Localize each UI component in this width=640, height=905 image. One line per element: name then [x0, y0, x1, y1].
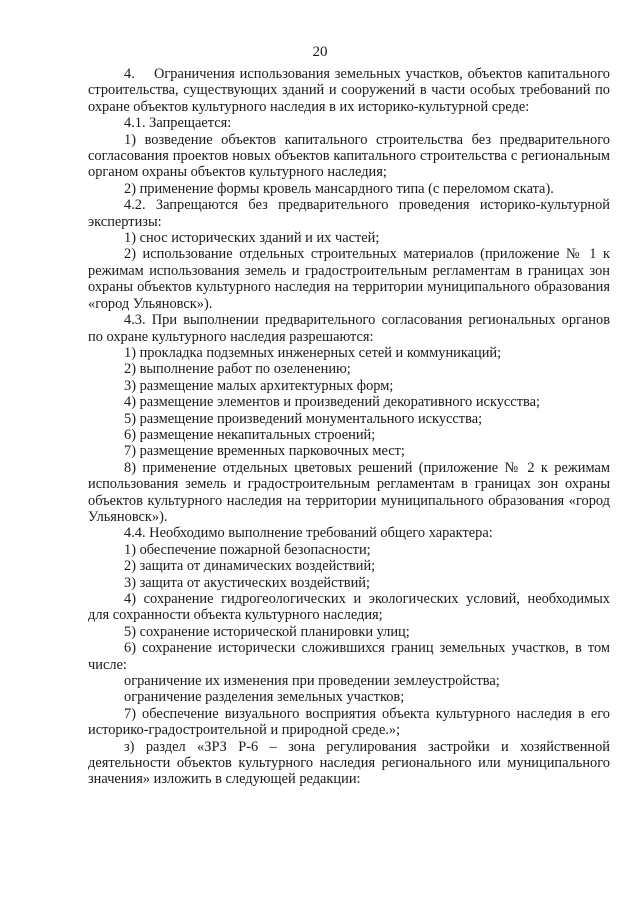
- paragraph: 6) сохранение исторически сложившихся границ земельных участков, в том числе:: [88, 640, 610, 673]
- paragraph: 7) размещение временных парковочных мест;: [124, 443, 405, 460]
- paragraph: 3) размещение малых архитектурных форм;: [124, 377, 394, 394]
- paragraph: 2) защита от динамических воздействий;: [124, 558, 376, 575]
- page-number: 20: [312, 44, 328, 60]
- paragraph: 1) возведение объектов капитального строительства без предварительного согласования проектов новых объектов капитального строительства с региональным органом охраны объектов культурного наследия;: [88, 131, 610, 181]
- paragraph: 3) защита от акустических воздействий;: [124, 574, 370, 591]
- paragraph: 4.3. При выполнении предварительного согласования региональных органов по охране культурного наследия разрешаются:: [88, 312, 610, 345]
- paragraph: 5) сохранение исторической планировки улиц;: [124, 623, 410, 640]
- paragraph: 8) применение отдельных цветовых решений (приложение № 2 к режимам использования земель и градостроительным регламентам в границах зон охраны объектов культурного наследия на территории муниципального образования «город Ульяновск»).: [88, 459, 610, 525]
- paragraph: 2) применение формы кровель мансардного типа (с переломом ската).: [124, 180, 554, 197]
- paragraph: 4. Ограничения использования земельных участков, объектов капитального строительства, существующих зданий и сооружений в части особых требований по охране объектов культурного наследия в их историко-культурной среде:: [88, 66, 610, 115]
- paragraph: 4.1. Запрещается:: [124, 115, 232, 132]
- paragraph: ограничение их изменения при проведении землеустройства;: [124, 673, 500, 690]
- document-body: [88, 66, 610, 788]
- paragraph: 1) прокладка подземных инженерных сетей и коммуникаций;: [124, 344, 502, 361]
- paragraph: 4) сохранение гидрогеологических и экологических условий, необходимых для сохранности объекта культурного наследия;: [88, 591, 610, 624]
- paragraph: 4.4. Необходимо выполнение требований общего характера:: [124, 525, 493, 542]
- paragraph: з) раздел «ЗРЗ Р-6 – зона регулирования застройки и хозяйственной деятельности объектов культурного наследия регионального или муниципального значения» изложить в следующей редакции:: [88, 738, 610, 788]
- paragraph: 5) размещение произведений монументального искусства;: [124, 410, 483, 427]
- paragraph: 2) выполнение работ по озеленению;: [124, 361, 351, 378]
- paragraph: 4) размещение элементов и произведений декоративного искусства;: [124, 394, 540, 411]
- paragraph: 1) снос исторических зданий и их частей;: [124, 230, 380, 247]
- paragraph: 2) использование отдельных строительных материалов (приложение № 1 к режимам использования земель и градостроительным регламентам в границах зон охраны объектов культурного наследия на территории муниципального образования «город Ульяновск»).: [88, 246, 610, 312]
- paragraph: ограничение разделения земельных участков;: [124, 689, 405, 706]
- paragraph: 4.2. Запрещаются без предварительного проведения историко-культурной экспертизы:: [88, 197, 610, 230]
- paragraph: 1) обеспечение пожарной безопасности;: [124, 541, 371, 558]
- paragraph: 7) обеспечение визуального восприятия объекта культурного наследия в его историко-градостроительной и природной среде.»;: [88, 705, 610, 739]
- paragraph: 6) размещение некапитальных строений;: [124, 426, 376, 443]
